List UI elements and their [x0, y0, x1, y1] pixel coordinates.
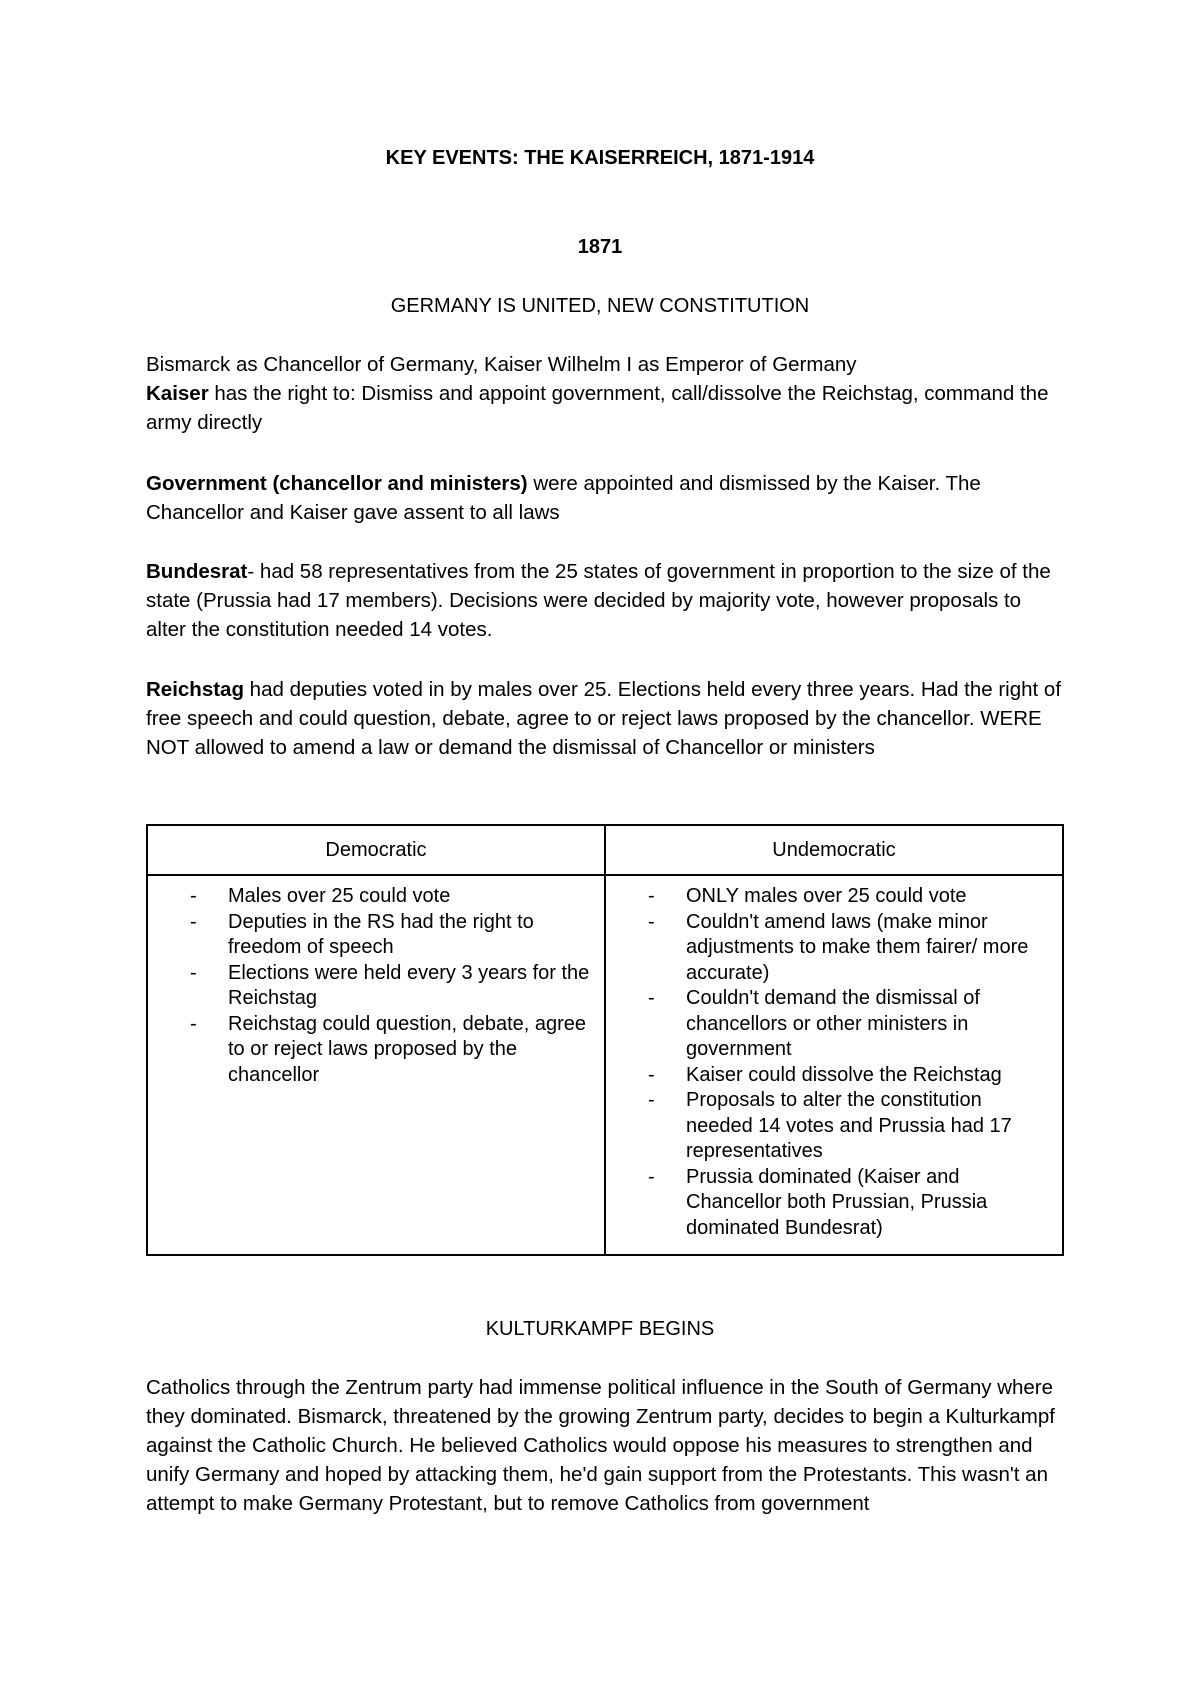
democratic-list: [190, 884, 592, 1088]
section-heading-unification: GERMANY IS UNITED, NEW CONSTITUTION: [390, 295, 810, 317]
list-item: - Elections were held every 3 years for the Reichstag: [190, 961, 592, 1012]
reichstag-paragraph: [146, 675, 1066, 762]
democratic-cell: [147, 875, 605, 1255]
list-item: - ONLY males over 25 could vote: [648, 884, 1050, 910]
undemocratic-list: [648, 884, 1050, 1241]
year-heading: 1871: [577, 236, 623, 258]
government-label: Government (chancellor and ministers): [146, 472, 528, 495]
bundesrat-text: - had 58 representatives from the 25 states of government in proportion to the size of the state (Prussia had 17 members). Decisions were decided by majority vote, however proposals to alter the constitution needed 14 votes.: [146, 560, 1051, 641]
list-item: - Proposals to alter the constitution needed 14 votes and Prussia had 17 representatives: [648, 1088, 1050, 1165]
list-item: - Couldn't demand the dismissal of chancellors or other ministers in government: [648, 986, 1050, 1063]
list-item: - Males over 25 could vote: [190, 884, 592, 910]
kaiser-paragraph: [146, 379, 1066, 437]
bundesrat-paragraph: [146, 557, 1066, 644]
list-item: - Reichstag could question, debate, agree to or reject laws proposed by the chancellor: [190, 1012, 592, 1089]
reichstag-text: had deputies voted in by males over 25. Elections held every three years. Had the right of free speech and could question, debate, agree to or reject laws proposed by the chancellor. WERE NOT allowed to amend a law or demand the dismissal of Chancellor or ministers: [146, 678, 1062, 759]
kaiser-text: has the right to: Dismiss and appoint government, call/dissolve the Reichstag, command the army directly: [146, 382, 1049, 434]
bundesrat-label: Bundesrat: [146, 560, 248, 583]
document-title: KEY EVENTS: THE KAISERREICH, 1871-1914: [385, 147, 815, 169]
democratic-header: Democratic: [147, 825, 605, 875]
government-text: were appointed and dismissed by the Kaiser. The Chancellor and Kaiser gave assent to all laws: [146, 472, 981, 524]
list-item: - Deputies in the RS had the right to freedom of speech: [190, 910, 592, 961]
reichstag-label: Reichstag: [146, 678, 244, 701]
table-body-row: [147, 875, 1063, 1255]
section-heading-kulturkampf: KULTURKAMPF BEGINS: [485, 1318, 715, 1340]
intro-paragraph: [146, 350, 1066, 437]
undemocratic-header: Undemocratic: [605, 825, 1063, 875]
democratic-comparison-table: [146, 824, 1064, 1256]
list-item: - Couldn't amend laws (make minor adjustments to make them fairer/ more accurate): [648, 910, 1050, 987]
intro-line: Bismarck as Chancellor of Germany, Kaiser Wilhelm I as Emperor of Germany: [146, 353, 857, 376]
kaiser-label: Kaiser: [146, 382, 209, 405]
list-item: - Kaiser could dissolve the Reichstag: [648, 1063, 1050, 1089]
undemocratic-cell: [605, 875, 1063, 1255]
table-header-row: [147, 825, 1063, 875]
kulturkampf-paragraph: Catholics through the Zentrum party had immense political influence in the South of Germany where they dominated. Bismarck, threatened by the growing Zentrum party, decides to begin a Kulturkampf against the Catholic Church. He believed Catholics would oppose his measures to strengthen and unify Germany and hoped by attacking them, he'd gain support from the Protestants. This wasn't an attempt to make Germany Protestant, but to remove Catholics from government: [146, 1376, 1055, 1515]
government-paragraph: [146, 469, 1066, 527]
list-item: - Prussia dominated (Kaiser and Chancellor both Prussian, Prussia dominated Bundesrat): [648, 1165, 1050, 1242]
